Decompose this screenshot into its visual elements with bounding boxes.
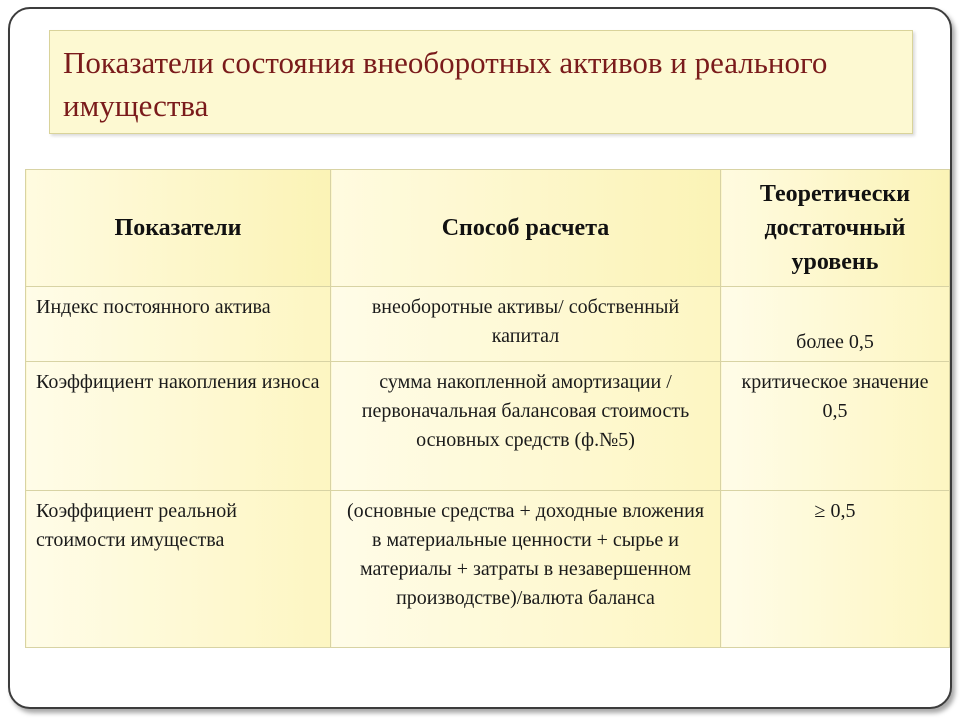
header-sufficient-level: Теоретически достаточный уровень — [721, 170, 950, 287]
method-cell: сумма накопленной амортизации / первоначальная балансовая стоимость основных средств (ф.№5) — [331, 362, 721, 491]
method-cell: (основные средства + доходные вложения в материальные ценности + сырье и материалы + затраты в незавершенном производстве)/валюта баланса — [331, 491, 721, 648]
table-row — [26, 362, 950, 491]
indicator-cell: Коэффициент накопления износа — [26, 362, 331, 491]
header-indicators: Показатели — [26, 170, 331, 287]
table-row — [26, 491, 950, 648]
level-cell: критическое значение 0,5 — [721, 362, 950, 491]
indicators-table — [25, 169, 950, 648]
table-header-row — [26, 170, 950, 287]
header-calculation-method: Способ расчета — [331, 170, 721, 287]
indicator-cell: Коэффициент реальной стоимости имущества — [26, 491, 331, 648]
table-row — [26, 287, 950, 362]
slide-title: Показатели состояния внеоборотных активов и реального имущества — [49, 30, 913, 134]
level-cell: ≥ 0,5 — [721, 491, 950, 648]
level-cell: более 0,5 — [721, 287, 950, 362]
indicator-cell: Индекс постоянного актива — [26, 287, 331, 362]
method-cell: внеоборотные активы/ собственный капитал — [331, 287, 721, 362]
